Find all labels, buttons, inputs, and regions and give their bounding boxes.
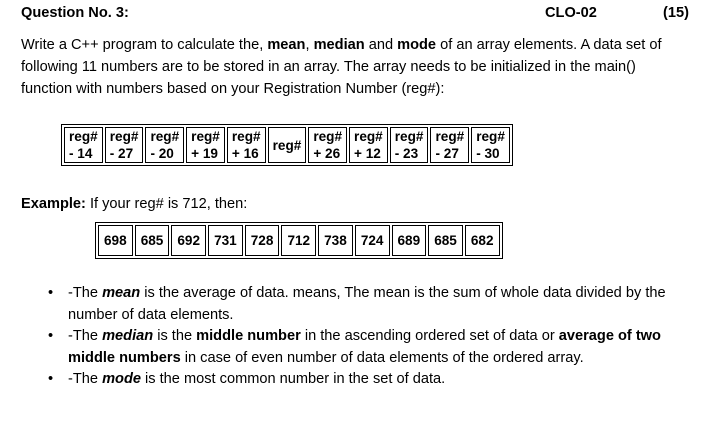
definition-mean: • -The mean is the average of data. means, The mean is the sum of whole data divided by the number of data elements. (48, 285, 666, 323)
question-header (21, 5, 689, 27)
definition-median: • -The median is the middle number in the ascending ordered set of data or average of two middle numbers in case of even number of data elements of the ordered array. (48, 328, 661, 366)
question-text (21, 34, 691, 100)
clo-label: CLO-02 (545, 5, 597, 21)
question-number: Question No. 3: (21, 5, 129, 21)
reg-cell: reg# - 30 (471, 127, 510, 163)
reg-cell: reg# - 14 (64, 127, 103, 163)
definitions-list (48, 283, 698, 391)
bullet-icon: • (48, 328, 54, 344)
keyword-median: median (313, 37, 365, 53)
intro-text-3: and (364, 37, 398, 53)
example-number: 698 (98, 225, 133, 256)
intro-text-4: of an array elements. A data set of following 11 numbers are to be stored in an array. The array needs to be initialized in the main() function with numbers based on your Registration Number (reg#): (21, 37, 662, 97)
example-label: Example: (21, 196, 86, 212)
example-number: 692 (171, 225, 206, 256)
emphasis-middle-number: middle number (196, 328, 301, 344)
example-number: 685 (135, 225, 170, 256)
term-median: median (102, 328, 154, 344)
term-mode: mode (102, 371, 141, 387)
reg-cell: reg# + 16 (227, 127, 266, 163)
marks-label: (15) (663, 5, 689, 21)
keyword-mode: mode (397, 37, 437, 53)
reg-cell: reg# + 19 (186, 127, 225, 163)
reg-cell: reg# - 27 (105, 127, 144, 163)
example-number: 724 (355, 225, 390, 256)
example-numbers-table (95, 222, 503, 259)
bullet-icon: • (48, 371, 54, 387)
emphasis-average-two-middle: average of two middle numbers (68, 328, 661, 366)
reg-cell-center: reg# (268, 127, 307, 163)
reg-cell: reg# - 23 (390, 127, 429, 163)
reg-cell: reg# + 26 (308, 127, 347, 163)
registration-formula-table (61, 124, 513, 166)
reg-cell: reg# - 27 (430, 127, 469, 163)
example-number: 685 (428, 225, 463, 256)
example-number: 689 (392, 225, 427, 256)
intro-text-1: Write a C++ program to calculate the, (21, 37, 268, 53)
definition-mode: • -The mode is the most common number in the set of data. (68, 369, 698, 391)
example-line (21, 196, 247, 212)
example-text: If your reg# is 712, then: (85, 196, 248, 212)
bullet-icon: • (48, 285, 54, 301)
example-number: 712 (281, 225, 316, 256)
keyword-mean: mean (267, 37, 306, 53)
reg-cell: reg# - 20 (145, 127, 184, 163)
intro-text-2: , (305, 37, 314, 53)
reg-cell: reg# + 12 (349, 127, 388, 163)
example-number: 728 (245, 225, 280, 256)
term-mean: mean (102, 285, 141, 301)
example-number: 731 (208, 225, 243, 256)
example-number: 682 (465, 225, 500, 256)
example-number: 738 (318, 225, 353, 256)
